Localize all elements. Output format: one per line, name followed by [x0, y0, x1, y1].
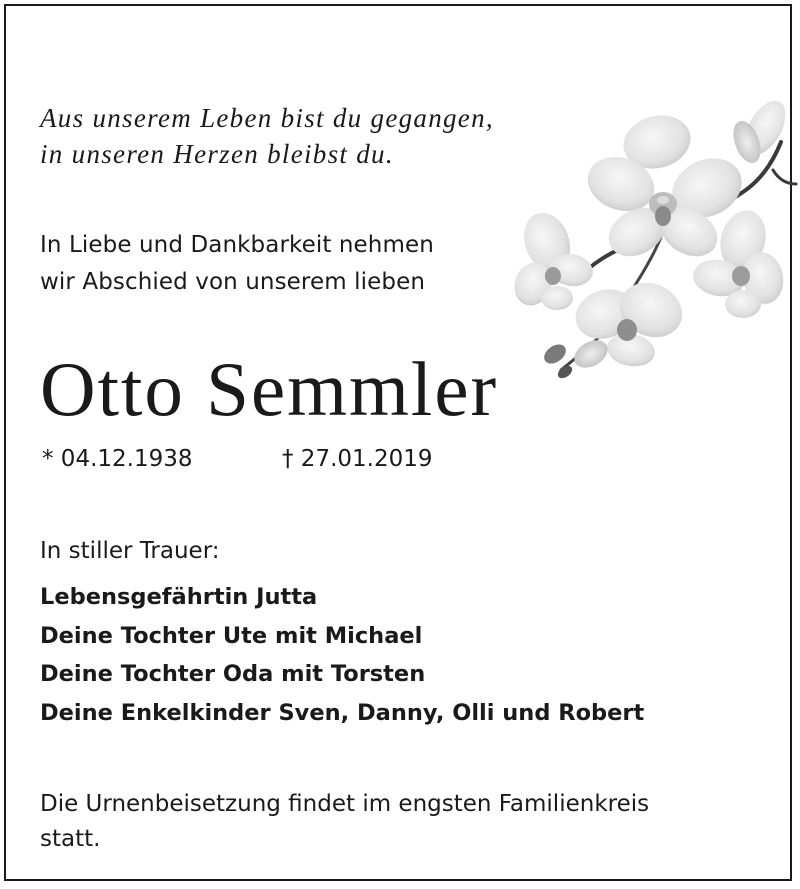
motto-verse: [40, 100, 494, 172]
deceased-name: Otto Semmler: [40, 346, 499, 432]
mourning-label: In stiller Trauer:: [40, 538, 220, 564]
intro-text: [40, 227, 434, 301]
mourner-item: Deine Enkelkinder Sven, Danny, Olli und Robert: [40, 699, 645, 726]
life-dates: [42, 442, 433, 476]
motto-line-2: in unseren Herzen bleibst du.: [40, 139, 394, 169]
burial-notice: [40, 787, 649, 857]
intro-line-2: wir Abschied von unserem lieben: [40, 269, 425, 295]
intro-line-1: In Liebe und Dankbarkeit nehmen: [40, 232, 434, 258]
birth-date: * 04.12.1938: [42, 446, 193, 472]
motto-line-1: Aus unserem Leben bist du gegangen,: [40, 103, 494, 133]
notice-line-2: statt.: [40, 826, 101, 852]
mourner-item: Deine Tochter Ute mit Michael: [40, 622, 423, 649]
notice-line-1: Die Urnenbeisetzung findet im engsten Familienkreis: [40, 791, 650, 817]
orchid-image: [511, 92, 800, 382]
mourner-item: Deine Tochter Oda mit Torsten: [40, 661, 426, 687]
obituary-frame: [4, 4, 792, 881]
mourners-list: [40, 578, 644, 732]
mourner-item: Lebensgefährtin Jutta: [40, 584, 318, 610]
death-date: † 27.01.2019: [282, 446, 433, 472]
